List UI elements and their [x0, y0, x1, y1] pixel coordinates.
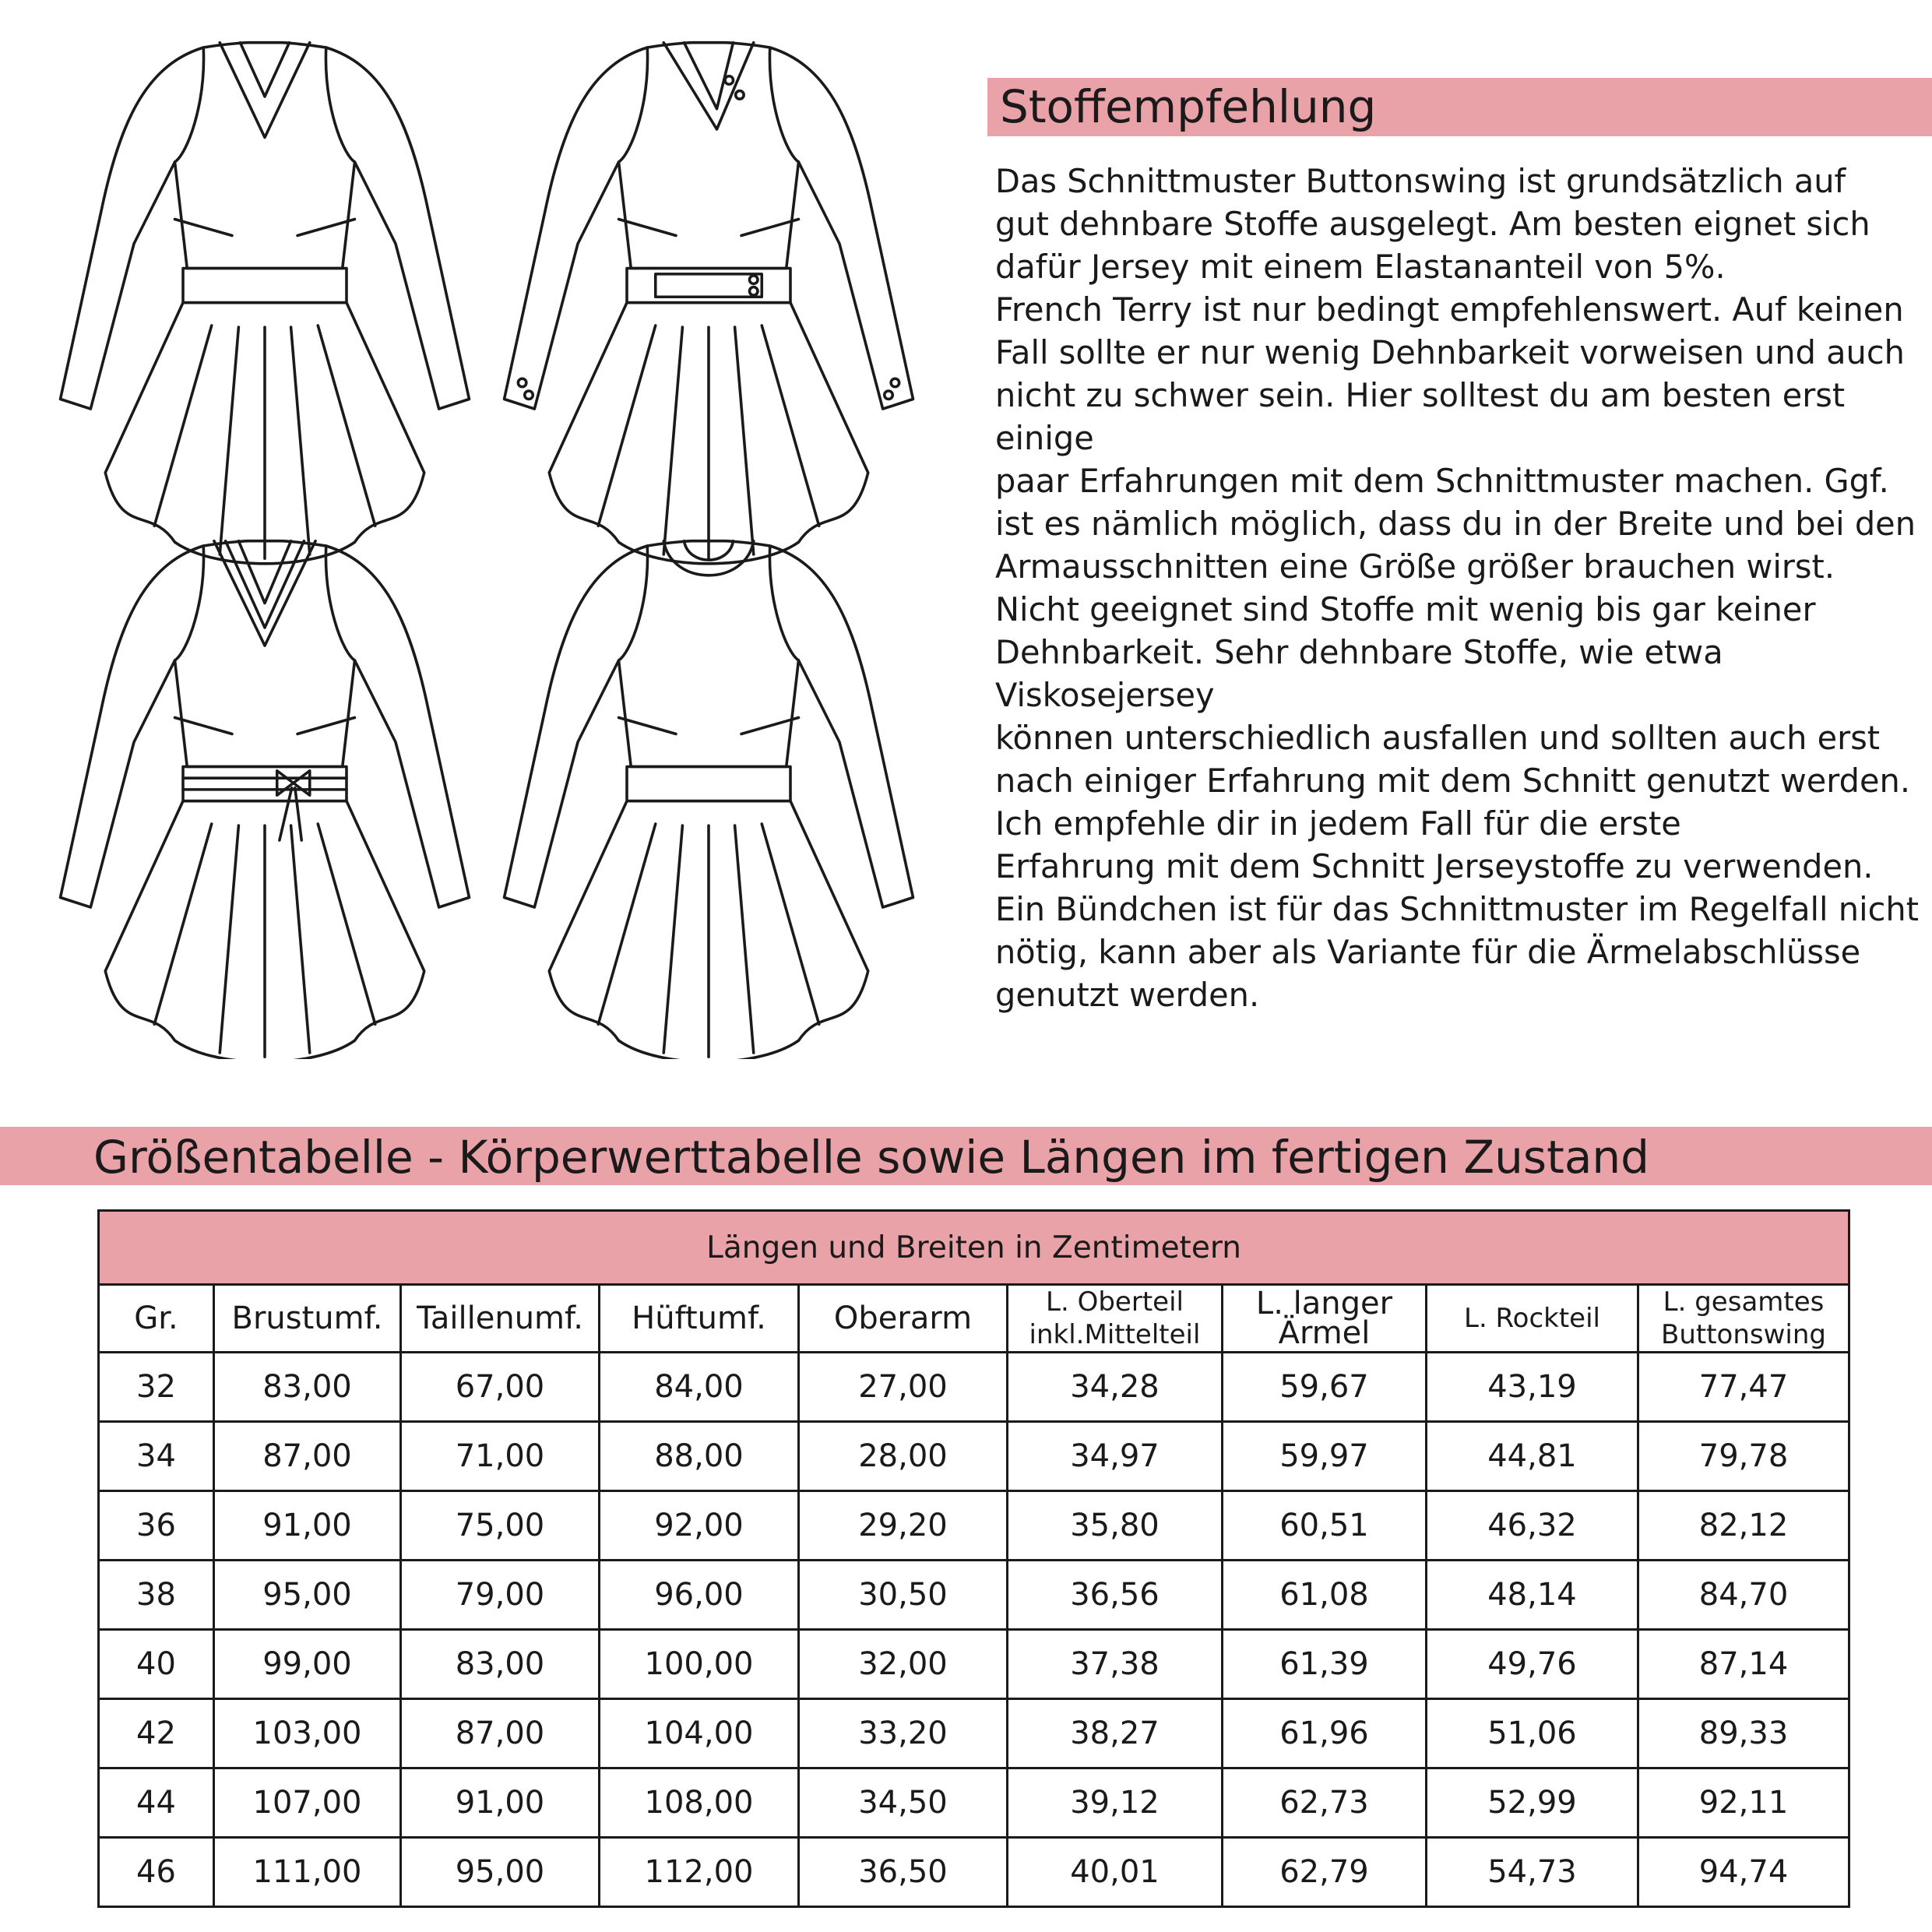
table-row	[99, 1630, 1849, 1699]
table-cell: 61,39	[1223, 1630, 1427, 1699]
dress-wrap-buttons-icon	[505, 43, 913, 564]
column-header: L. gesamtes Buttonswing	[1638, 1285, 1849, 1353]
table-body	[99, 1353, 1849, 1907]
table-cell: 94,74	[1638, 1838, 1849, 1907]
table-cell: 28,00	[799, 1422, 1008, 1491]
table-cell: 88,00	[600, 1422, 799, 1491]
column-header: L. Rockteil	[1427, 1285, 1638, 1353]
table-cell: 92,11	[1638, 1768, 1849, 1838]
table-cell: 29,20	[799, 1491, 1008, 1561]
table-cell: 79,78	[1638, 1422, 1849, 1491]
table-cell: 34,28	[1008, 1353, 1223, 1422]
table-cell: 59,97	[1223, 1422, 1427, 1491]
table-cell: 103,00	[214, 1699, 401, 1768]
table-cell: 61,08	[1223, 1561, 1427, 1630]
table-row	[99, 1838, 1849, 1907]
stoffempfehlung-text: Das Schnittmuster Buttonswing ist grundsätzlich auf gut dehnbare Stoffe ausgelegt. Am besten eignet sich dafür Jersey mit einem Elastananteil von 5%. French Terry ist nur bedingt empfehlenswert. Auf keinen Fall sollte er nur wenig Dehnbarkeit vorweisen und auch nicht zu schwer sein. Hier solltest du am besten erst einige paar Erfahrungen mit dem Schnittmuster machen. Ggf. ist es nämlich möglich, dass du in der Breite und bei den Armausschnitten eine Größe größer brauchen wirst. Nicht geeignet sind Stoffe mit wenig bis gar keiner Dehnbarkeit. Sehr dehnbare Stoffe, wie etwa Viskosejersey können unterschiedlich ausfallen und sollten auch erst nach einiger Erfahrung mit dem Schnitt genutzt werden. Ich empfehle dir in jedem Fall für die erste Erfahrung mit dem Schnitt Jerseystoffe zu verwenden. Ein Bündchen ist für das Schnittmuster im Regelfall nicht nötig, kann aber als Variante für die Ärmelabschlüsse genutzt werden.	[995, 162, 1919, 1014]
table-cell: 61,96	[1223, 1699, 1427, 1768]
table-cell: 100,00	[600, 1630, 799, 1699]
table-cell: 89,33	[1638, 1699, 1849, 1768]
table-cell: 44,81	[1427, 1422, 1638, 1491]
table-cell: 38	[99, 1561, 214, 1630]
table-cell: 108,00	[600, 1768, 799, 1838]
table-cell: 33,20	[799, 1699, 1008, 1768]
table-cell: 42	[99, 1699, 214, 1768]
table-cell: 83,00	[214, 1353, 401, 1422]
table-cell: 87,14	[1638, 1630, 1849, 1699]
table-cell: 27,00	[799, 1353, 1008, 1422]
table-caption: Längen und Breiten in Zentimetern	[99, 1211, 1849, 1285]
table-cell: 96,00	[600, 1561, 799, 1630]
column-header: L. langer Ärmel	[1223, 1285, 1427, 1353]
table-row	[99, 1491, 1849, 1561]
table-cell: 87,00	[214, 1422, 401, 1491]
table-cell: 95,00	[401, 1838, 600, 1907]
table-cell: 99,00	[214, 1630, 401, 1699]
table-cell: 30,50	[799, 1561, 1008, 1630]
table-cell: 79,00	[401, 1561, 600, 1630]
column-header: Oberarm	[799, 1285, 1008, 1353]
table-cell: 84,70	[1638, 1561, 1849, 1630]
dress-vneck-plain-icon	[61, 43, 470, 564]
table-cell: 111,00	[214, 1838, 401, 1907]
table-cell: 62,73	[1223, 1768, 1427, 1838]
table-cell: 35,80	[1008, 1491, 1223, 1561]
groessentabelle-heading: Größentabelle - Körperwerttabelle sowie Längen im fertigen Zustand	[0, 1127, 1932, 1185]
dress-vneck-bow-icon	[61, 541, 470, 1059]
table-cell: 77,47	[1638, 1353, 1849, 1422]
table-cell: 83,00	[401, 1630, 600, 1699]
table-cell: 71,00	[401, 1422, 600, 1491]
column-header: Brustumf.	[214, 1285, 401, 1353]
table-row	[99, 1353, 1849, 1422]
table-cell: 49,76	[1427, 1630, 1638, 1699]
table-cell: 43,19	[1427, 1353, 1638, 1422]
table-cell: 36,56	[1008, 1561, 1223, 1630]
dress-illustrations	[0, 0, 981, 1059]
column-header: Taillenumf.	[401, 1285, 600, 1353]
table-cell: 34,97	[1008, 1422, 1223, 1491]
table-row	[99, 1561, 1849, 1630]
table-cell: 48,14	[1427, 1561, 1638, 1630]
table-cell: 112,00	[600, 1838, 799, 1907]
table-cell: 37,38	[1008, 1630, 1223, 1699]
table-cell: 51,06	[1427, 1699, 1638, 1768]
table-cell: 40,01	[1008, 1838, 1223, 1907]
table-cell: 32,00	[799, 1630, 1008, 1699]
dress-roundneck-icon	[505, 541, 913, 1059]
table-cell: 107,00	[214, 1768, 401, 1838]
column-header: Gr.	[99, 1285, 214, 1353]
table-cell: 36,50	[799, 1838, 1008, 1907]
table-cell: 84,00	[600, 1353, 799, 1422]
table-cell: 54,73	[1427, 1838, 1638, 1907]
stoffempfehlung-heading: Stoffempfehlung	[987, 78, 1932, 136]
column-header: Hüftumf.	[600, 1285, 799, 1353]
table-cell: 104,00	[600, 1699, 799, 1768]
table-row	[99, 1699, 1849, 1768]
table-cell: 62,79	[1223, 1838, 1427, 1907]
table-cell: 36	[99, 1491, 214, 1561]
table-cell: 67,00	[401, 1353, 600, 1422]
table-cell: 95,00	[214, 1561, 401, 1630]
table-cell: 60,51	[1223, 1491, 1427, 1561]
table-cell: 46,32	[1427, 1491, 1638, 1561]
table-cell: 44	[99, 1768, 214, 1838]
table-cell: 46	[99, 1838, 214, 1907]
table-cell: 82,12	[1638, 1491, 1849, 1561]
table-row	[99, 1422, 1849, 1491]
table-cell: 59,67	[1223, 1353, 1427, 1422]
table-cell: 34,50	[799, 1768, 1008, 1838]
table-row	[99, 1768, 1849, 1838]
table-cell: 87,00	[401, 1699, 600, 1768]
table-cell: 32	[99, 1353, 214, 1422]
table-cell: 34	[99, 1422, 214, 1491]
table-cell: 91,00	[401, 1768, 600, 1838]
table-cell: 40	[99, 1630, 214, 1699]
table-cell: 75,00	[401, 1491, 600, 1561]
table-cell: 39,12	[1008, 1768, 1223, 1838]
table-cell: 92,00	[600, 1491, 799, 1561]
table-cell: 38,27	[1008, 1699, 1223, 1768]
table-cell: 52,99	[1427, 1768, 1638, 1838]
column-header: L. Oberteil inkl.Mittelteil	[1008, 1285, 1223, 1353]
size-table	[97, 1209, 1850, 1908]
table-header-row	[99, 1285, 1849, 1353]
table-cell: 91,00	[214, 1491, 401, 1561]
